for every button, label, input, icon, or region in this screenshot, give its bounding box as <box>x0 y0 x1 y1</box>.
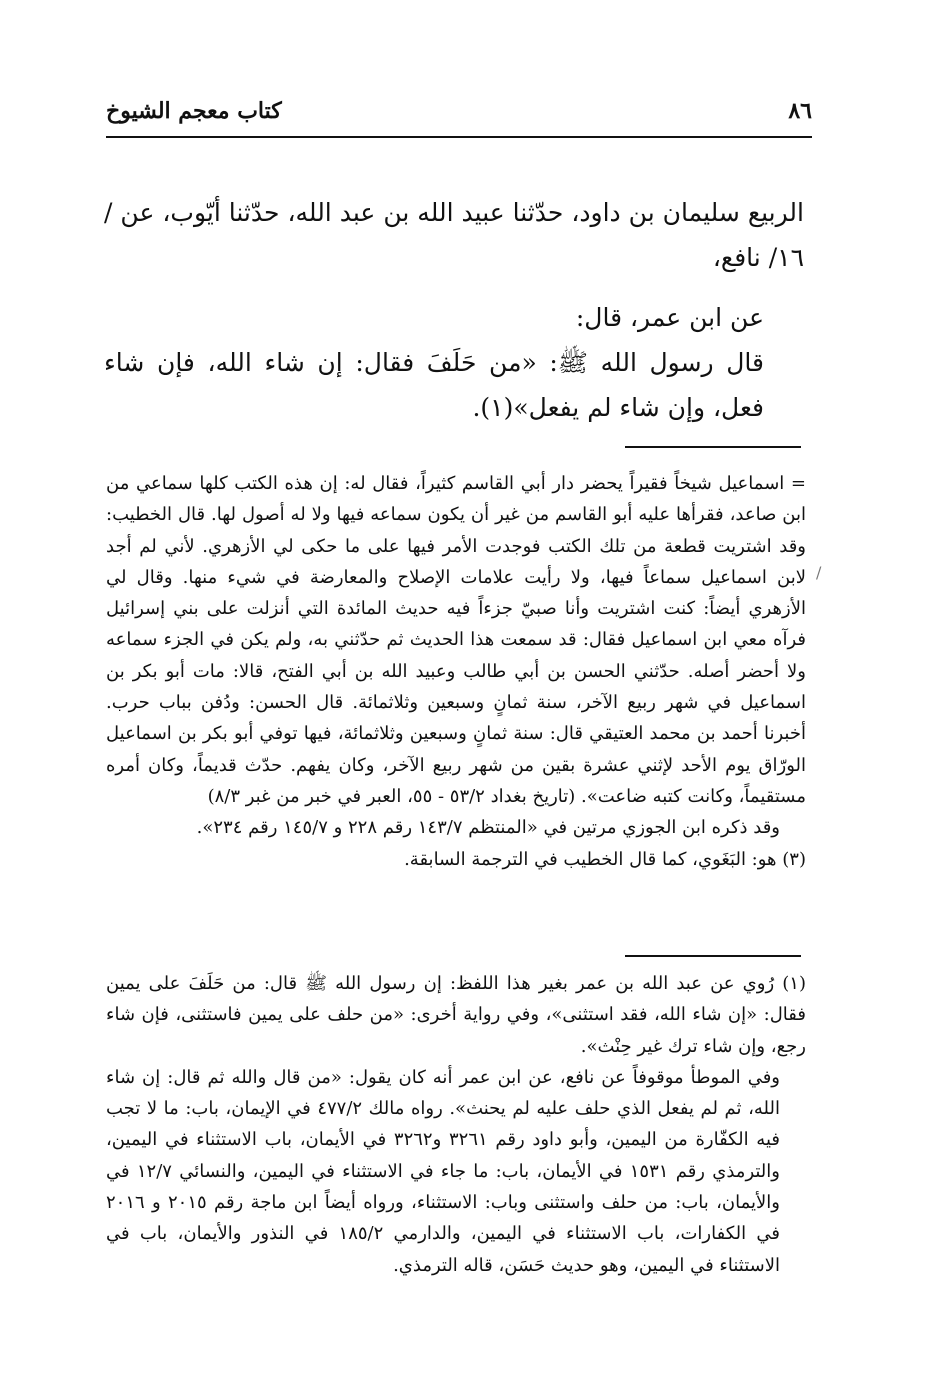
page-number: ٨٦ <box>788 98 812 124</box>
note-paragraph-1: = اسماعيل شيخاً فقيراً يحضر دار أبي القاسم كثيراً، فقال له: إن هذه الكتب كلها سماعي من ابن صاعد، فقرأها عليه أبو القاسم من غير أن يكون سماعه فيها ولا له أصول لها. قال الخطيب: وقد اشتريت قطعة من تلك الكتب فوجدت الأمر فيها على ما حكى لي الأزهري. لأني لم أجد لابن اسماعيل سماعاً فيها، ولا رأيت علامات الإصلاح والمعارضة في شيء منها. وقال لي الأزهري أيضاً: كنت اشتريت وأنا صبيّ جزءاً فيه حديث المائدة التي أنزلت على بني إسرائيل فرآه معي ابن اسماعيل فقال: قد سمعت هذا الحديث ثم حدّثني به، ولم يكن في الجزء سماعه ولا أحضر أصله. حدّثني الحسن بن أبي طالب وعبيد الله بن أبي الفتح، قالا: مات أبو بكر بن اسماعيل في شهر ربيع الآخر، سنة ثمانٍ وسبعين وثلاثمائة. قال الحسن: ودُفن بباب حرب. أخبرنا أحمد بن محمد العتيقي قال: سنة ثمانٍ وسبعين وثلاثمائة، فيها توفي أبو بكر بن اسماعيل الورّاق يوم الأحد لإثني عشرة بقين من شهر ربيع الآخر، وكان يفهم. حدّث قديماً، وكان أمره مستقيماً، وكانت كتبه ضاعت». (تاريخ بغداد ٥٣/٢ - ٥٥، العبر في خبر من غبر ٨/٣) <box>106 473 807 807</box>
footnote <box>106 968 806 1281</box>
main-line-2: عن ابن عمر، قال: <box>575 303 764 332</box>
footnote-paragraph-2: وفي الموطأ موقوفاً عن نافع، عن ابن عمر أنه كان يقول: «من قال والله ثم قال: إن شاء الله، ثم لم يفعل الذي حلف عليه لم يحنث». رواه مالك ٤٧٧/٢ في الإيمان، باب: ما لا تجب فيه الكفّارة من اليمين، وأبو داود رقم ٣٢٦١ و٣٢٦٢ في الأيمان، باب الاستثناء في اليمين، والترمذي رقم ١٥٣١ في الأيمان، باب: ما جاء في الاستثناء في اليمين، والنسائي ١٢/٧ في والأيمان، باب: من حلف واستثنى وباب: الاستثناء، ورواه أيضاً ابن ماجة رقم ٢٠١٥ و ٢٠١٦ في الكفارات، باب الاستثناء في اليمين، والدارمي ١٨٥/٢ في النذور والأيمان، باب في الاستثناء في اليمين، وهو حديث حَسَن، قاله الترمذي. <box>106 1066 780 1276</box>
margin-mark: / <box>816 563 822 582</box>
header-rule <box>106 136 812 138</box>
main-line-1: الربيع سليمان بن داود، حدّثنا عبيد الله بن عبد الله، حدّثنا أيّوب، عن /١٦/ نافع، <box>104 198 804 272</box>
main-line-3: قال رسول الله ﷺ: «من حَلَفَ فقال: إن شاء الله، فإن شاء فعل، وإن شاء لم يفعل»(١). <box>104 348 764 422</box>
running-title: كتاب معجم الشيوخ <box>106 98 282 124</box>
main-text <box>104 190 804 430</box>
continued-note <box>106 468 806 875</box>
note-paragraph-2: وقد ذكره ابن الجوزي مرتين في «المنتظم ١٤٣/٧ رقم ٢٢٨ و ١٤٥/٧ رقم ٢٣٤». <box>196 817 780 839</box>
footnote-separator <box>625 446 801 448</box>
footnote-paragraph-1: (١) رُوي عن عبد الله بن عمر بغير هذا اللفظ: إن رسول الله ﷺ قال: من حَلَفَ على يمين فقال: «إن شاء الله، فقد استثنى»، وفي رواية أخرى: «من حلف على يمين فاستثنى، فإن شاء رجع، وإن شاء ترك غير حِنْث». <box>106 973 806 1057</box>
footnote-separator-2 <box>625 955 801 957</box>
note-paragraph-3: (٣) هو: البَغَوي، كما قال الخطيب في الترجمة السابقة. <box>404 848 806 870</box>
page-header <box>106 98 812 138</box>
